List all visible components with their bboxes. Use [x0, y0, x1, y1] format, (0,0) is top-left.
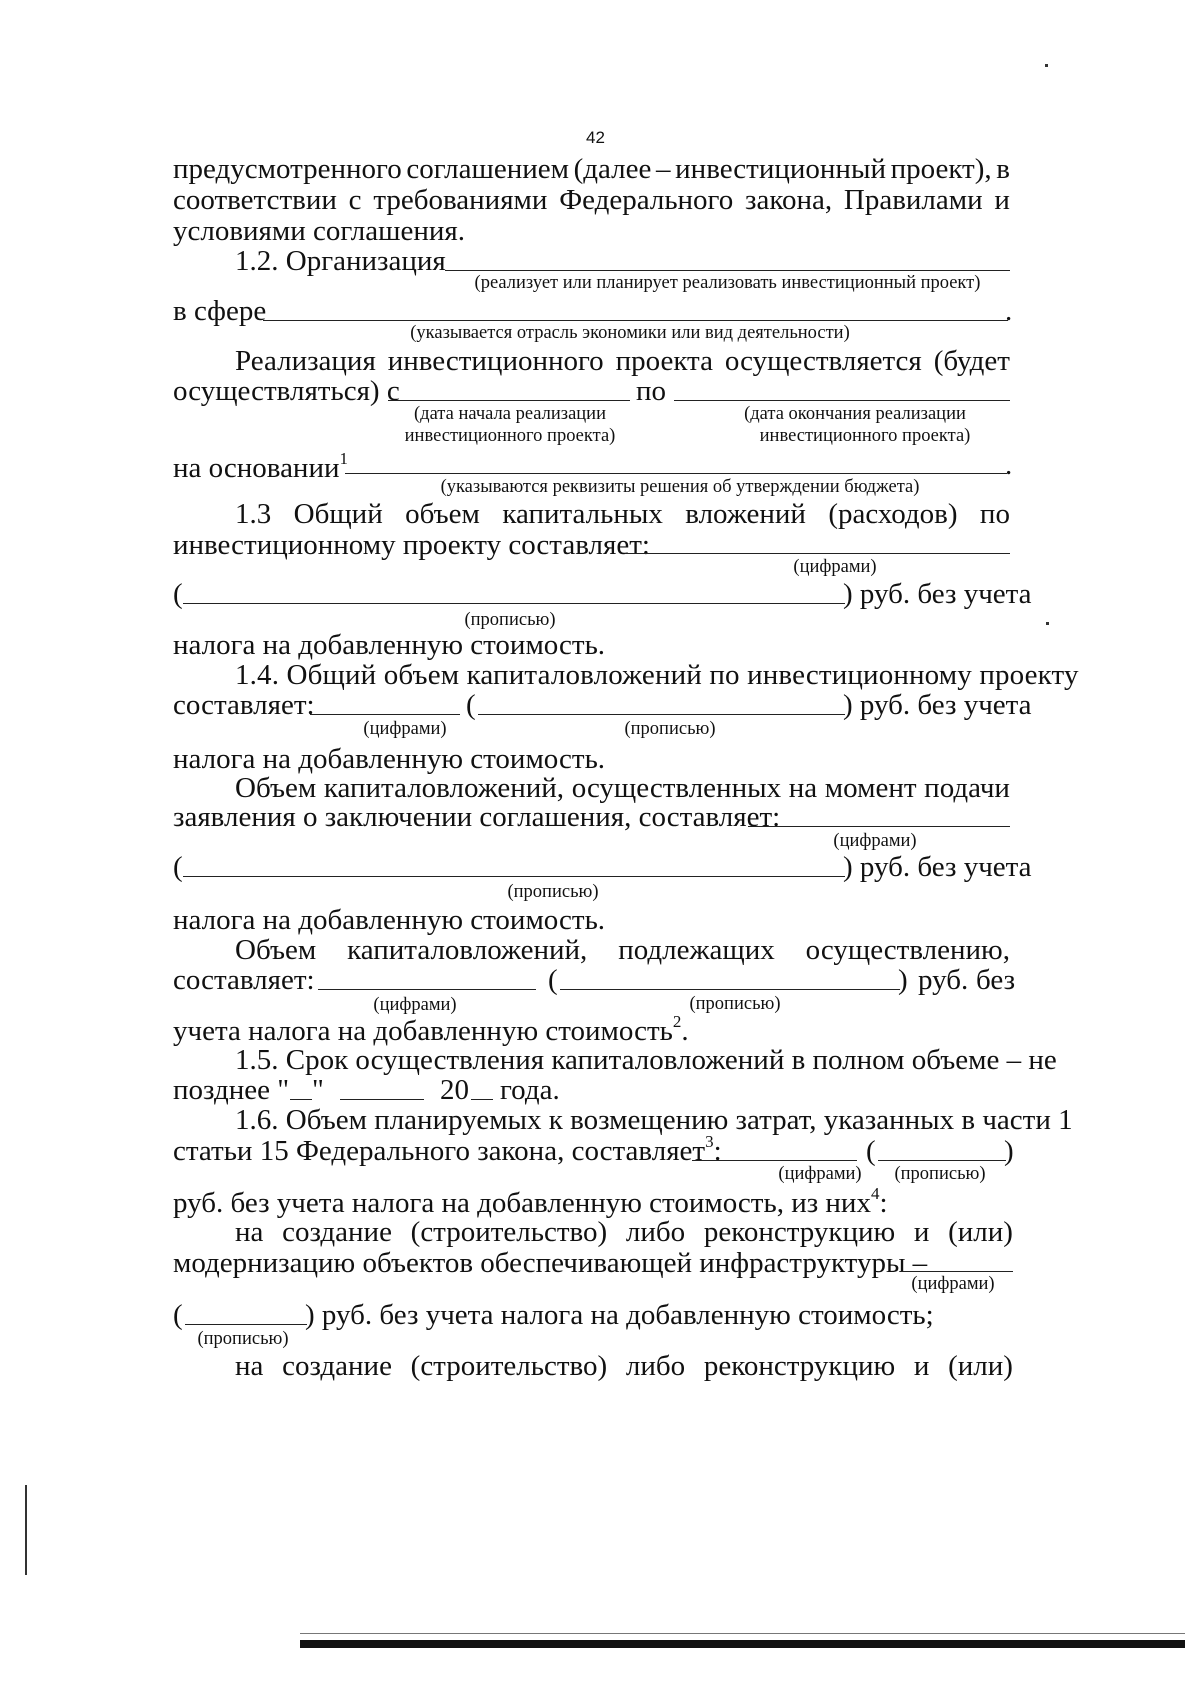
word: момент: [824, 772, 917, 804]
word: требованиями: [373, 184, 548, 216]
word: осуществляется: [724, 345, 922, 377]
word: подачи: [924, 772, 1010, 804]
paragraph-line: составляет:: [173, 964, 315, 996]
clause-1-4-line: 1.4. Общий объем капиталовложений по инвестиционному проекту: [235, 659, 1079, 691]
start-date-blank[interactable]: [388, 400, 630, 401]
start-date-caption-2: инвестиционного проекта): [404, 426, 616, 446]
period-to-label: по: [636, 375, 667, 407]
word: реконструкцию: [703, 1350, 896, 1382]
word: (строительство): [410, 1350, 608, 1382]
realized-digits-blank[interactable]: [748, 826, 1010, 827]
paragraph-line: составляет:: [173, 689, 315, 721]
word: капиталовложений,: [323, 772, 565, 804]
word: закона,: [745, 184, 833, 216]
word: Объем: [235, 934, 317, 966]
open-paren: (: [173, 578, 183, 610]
basis-period: .: [1005, 449, 1013, 481]
word: (или): [948, 1216, 1013, 1248]
total-digits-blank[interactable]: [625, 553, 1010, 554]
paragraph-line: ": [312, 1074, 324, 1106]
month-blank[interactable]: [340, 1099, 424, 1100]
digits-caption: (цифрами): [793, 557, 877, 577]
word: капиталовложений,: [347, 934, 588, 966]
open-paren: (: [466, 689, 476, 721]
open-paren: (: [173, 851, 183, 883]
paragraph-line: заявления о заключении соглашения, составляет:: [173, 801, 781, 833]
paragraph-line: [235, 344, 1010, 378]
paragraph-line: [173, 183, 1010, 217]
digits-caption: (цифрами): [833, 831, 917, 851]
word: создание: [282, 1350, 392, 1382]
digits-caption: (цифрами): [778, 1164, 862, 1184]
scan-bottom-bar: [300, 1640, 1185, 1648]
word: в: [996, 153, 1010, 185]
infra-words-blank[interactable]: [185, 1324, 307, 1325]
end-date-blank[interactable]: [674, 400, 1010, 401]
page-number: 42: [586, 128, 605, 147]
digits-caption: (цифрами): [363, 719, 447, 739]
clause-1-6-line: 1.6. Объем планируемых к возмещению затрат, указанных в части 1: [235, 1104, 1073, 1136]
words-caption: (прописью): [624, 719, 716, 739]
capex-words-blank[interactable]: [478, 714, 845, 715]
paragraph-line: [235, 1215, 1013, 1249]
word: 1.3: [235, 498, 272, 530]
word: и: [994, 184, 1010, 216]
capex-digits-blank[interactable]: [310, 714, 460, 715]
digits-caption: (цифрами): [911, 1274, 995, 1294]
word: Правилами: [843, 184, 983, 216]
word: (расходов): [828, 498, 958, 530]
word: вложений: [685, 498, 806, 530]
remaining-digits-blank[interactable]: [318, 989, 536, 990]
close-paren: ): [898, 964, 908, 996]
footnote-3: 3: [705, 1132, 714, 1152]
total-words-blank[interactable]: [183, 603, 845, 604]
paragraph-line: [235, 1349, 1013, 1383]
word: Реализация: [235, 345, 376, 377]
words-caption: (прописью): [197, 1329, 289, 1349]
word: капитальных: [502, 498, 663, 530]
paragraph-line: учета налога на добавленную стоимость$^2$.: [173, 1012, 689, 1047]
open-paren: (: [173, 1299, 183, 1331]
paragraph-line: года.: [500, 1074, 560, 1106]
organization-blank[interactable]: [445, 270, 1010, 271]
basis-caption: (указываются реквизиты решения об утверждении бюджета): [440, 477, 920, 497]
word: проект),: [890, 153, 992, 185]
word: и: [913, 1350, 930, 1382]
word: проекта: [615, 345, 713, 377]
rub-label: руб.: [918, 964, 969, 996]
word: Федерального: [559, 184, 734, 216]
word: реконструкцию: [703, 1216, 896, 1248]
word: либо: [625, 1350, 686, 1382]
paragraph-line: инвестиционному проекту составляет:: [173, 529, 650, 561]
paragraph-line: руб. без учета налога на добавленную стоимость, из них$^4$:: [173, 1184, 888, 1219]
open-paren: (: [548, 964, 558, 996]
paragraph-line: налога на добавленную стоимость.: [173, 629, 606, 661]
period-from-label: осуществляться) с: [173, 375, 400, 407]
word: (далее: [573, 153, 652, 185]
rub-label: без: [976, 964, 1016, 996]
paragraph-line: налога на добавленную стоимость.: [173, 743, 606, 775]
word: на: [788, 772, 818, 804]
open-paren: (: [866, 1135, 876, 1167]
word: соглашением: [406, 153, 569, 185]
word: инвестиционного: [387, 345, 604, 377]
sphere-blank[interactable]: [263, 320, 1008, 321]
infra-digits-blank[interactable]: [900, 1271, 1013, 1272]
words-caption: (прописью): [507, 882, 599, 902]
word: осуществленных: [571, 772, 782, 804]
scan-edge-mark: [25, 1485, 27, 1575]
sphere-caption: (указывается отрасль экономики или вид деятельности): [410, 323, 850, 343]
basis-blank[interactable]: [345, 473, 1007, 474]
paragraph-line: условиями соглашения.: [173, 215, 465, 247]
word: Общий: [293, 498, 383, 530]
basis-label: на основании$^1$: [173, 449, 348, 484]
word: подлежащих: [618, 934, 775, 966]
reimburse-digits-blank[interactable]: [692, 1160, 857, 1161]
paragraph-line: [235, 933, 1010, 967]
word: соответствии: [173, 184, 337, 216]
reimburse-words-blank[interactable]: [878, 1160, 1006, 1161]
word: (или): [948, 1350, 1013, 1382]
word: инвестиционный: [675, 153, 886, 185]
paragraph-line: налога на добавленную стоимость.: [173, 904, 606, 936]
word: и: [913, 1216, 930, 1248]
words-caption: (прописью): [894, 1164, 986, 1184]
day-blank[interactable]: [290, 1099, 312, 1100]
word: –: [656, 153, 671, 185]
paragraph-line: модернизацию объектов обеспечивающей инфраструктуры –: [173, 1247, 928, 1279]
words-caption: (прописью): [464, 610, 556, 630]
scan-bottom-line: [300, 1633, 1185, 1634]
paragraph-line: ) руб. без учета налога на добавленную стоимость;: [305, 1299, 934, 1331]
clause-1-5-line: 1.5. Срок осуществления капиталовложений в полном объеме – не: [235, 1044, 1057, 1076]
remaining-words-blank[interactable]: [560, 989, 900, 990]
scan-edge-mark: [1046, 622, 1049, 625]
digits-caption: (цифрами): [373, 995, 457, 1015]
clause-1-3-line: [235, 497, 1010, 531]
footnote-1: 1: [339, 449, 348, 469]
paragraph-line: статьи 15 Федерального закона, составляет$^3$:: [173, 1132, 722, 1167]
word: Объем: [235, 772, 317, 804]
footnote-4: 4: [870, 1184, 880, 1204]
word: с: [348, 184, 362, 216]
scan-edge-mark: [1045, 64, 1048, 67]
clause-1-2-heading: 1.2. Организация: [235, 245, 446, 277]
word: либо: [625, 1216, 686, 1248]
end-date-caption-2: инвестиционного проекта): [759, 426, 971, 446]
words-caption: (прописью): [689, 994, 781, 1014]
word: на: [235, 1216, 264, 1248]
word: (будет: [933, 345, 1010, 377]
paragraph-line: 20: [440, 1074, 469, 1106]
word: создание: [282, 1216, 392, 1248]
close-paren: ): [1004, 1135, 1014, 1167]
year-blank[interactable]: [471, 1099, 493, 1100]
sphere-period: .: [1005, 295, 1013, 327]
paragraph-line: позднее ": [173, 1074, 290, 1106]
paragraph-line: [173, 152, 1010, 186]
word: объем: [405, 498, 480, 530]
word: по: [979, 498, 1010, 530]
start-date-caption: (дата начала реализации: [414, 404, 606, 424]
word: на: [235, 1350, 264, 1382]
word: (строительство): [410, 1216, 608, 1248]
end-date-caption: (дата окончания реализации: [744, 404, 966, 424]
footnote-2: 2: [672, 1012, 682, 1032]
rub-label: ) руб. без учета: [843, 578, 1032, 610]
organization-caption: (реализует или планирует реализовать инвестиционный проект): [474, 273, 981, 293]
sphere-label: в сфере: [173, 295, 267, 327]
word: осуществлению,: [805, 934, 1010, 966]
word: предусмотренного: [173, 153, 402, 185]
rub-label: ) руб. без учета: [843, 851, 1032, 883]
realized-words-blank[interactable]: [183, 876, 845, 877]
rub-label: ) руб. без учета: [843, 689, 1032, 721]
